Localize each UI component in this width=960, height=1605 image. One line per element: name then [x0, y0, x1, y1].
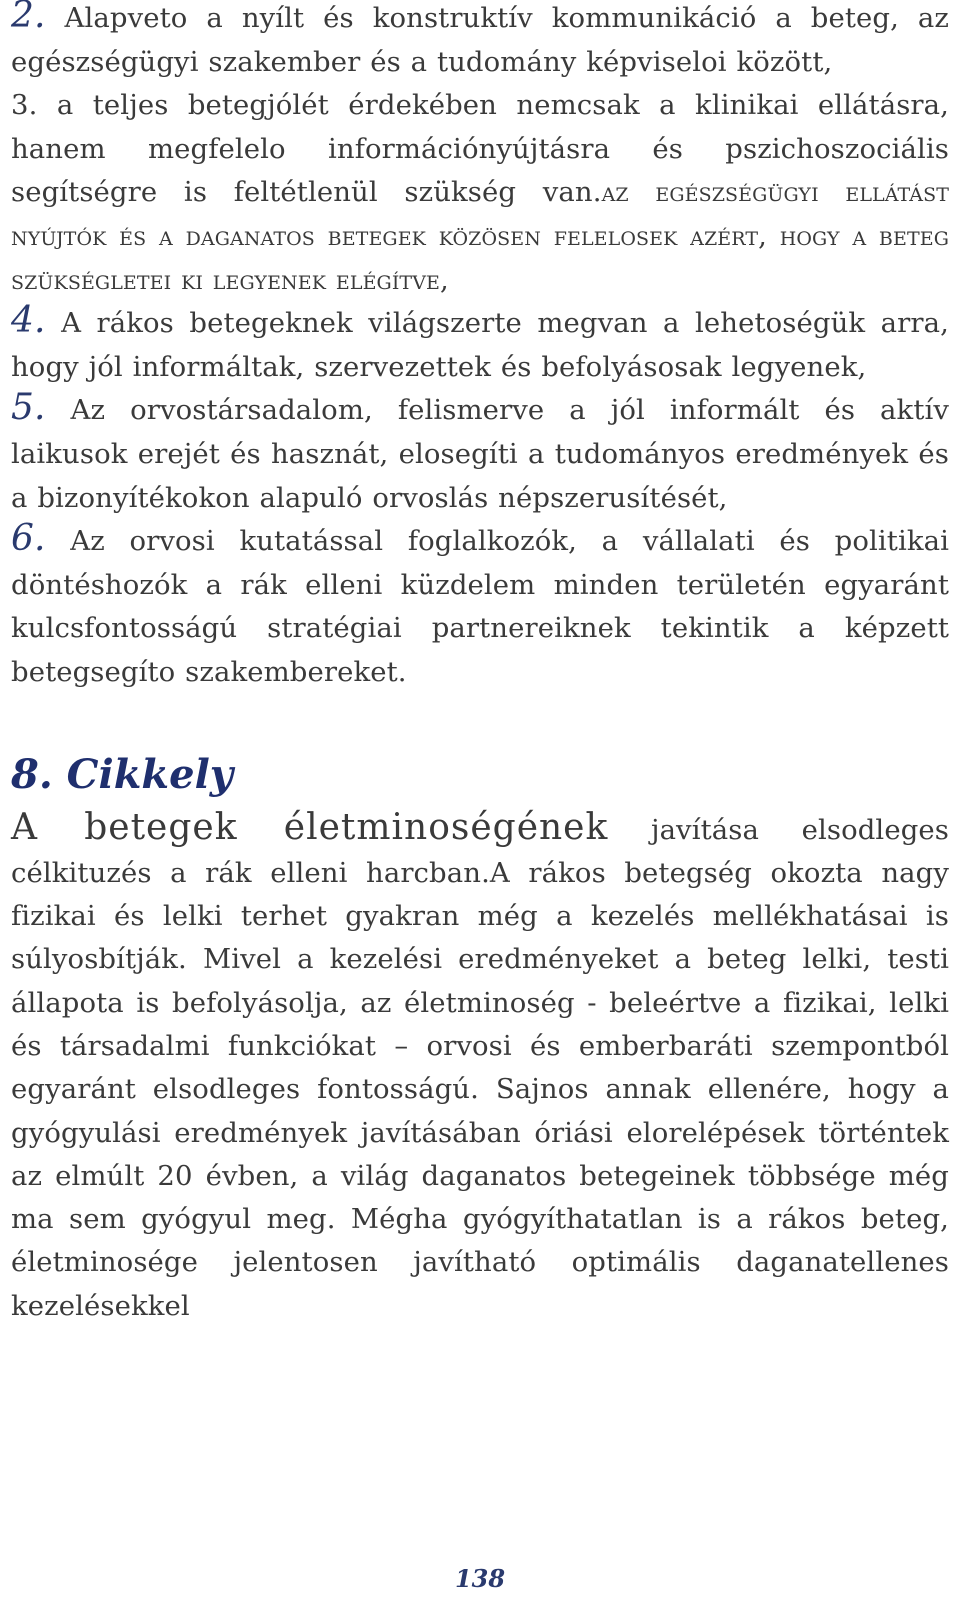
item-number: 4. — [11, 300, 46, 342]
item-text: A rákos betegeknek világszerte megvan a lehetoségük arra, hogy jól informáltak, szervezettek és befolyásosak legyenek, — [11, 307, 949, 383]
item-number: 2. — [11, 0, 46, 36]
section-body — [11, 806, 949, 1329]
page-number: 138 — [454, 1564, 506, 1593]
item-text-smallcaps: az egészségügyi ellátást nyújtók és a daganatos betegek közösen felelosek azért, hogy a beteg szükségletei ki legyenek elégítve, — [11, 176, 949, 296]
list-item-6 — [11, 520, 949, 694]
list-item-3 — [11, 84, 949, 302]
item-number: 5. — [11, 387, 46, 429]
item-text: Az orvosi kutatással foglalkozók, a vállalati és politikai döntéshozók a rák elleni küzdelem minden területén egyaránt kulcsfontosságú stratégiai partnereiknek tekintik a képzett betegsegíto szakembereket. — [11, 525, 950, 688]
section-body-text: javítása elsodleges célkituzés a rák elleni harcban.A rákos betegség okozta nagy fizikai és lelki terhet gyakran még a kezelés mellékhatásai is súlyosbítják. Mivel a kezelési eredményeket a beteg lelki, testi állapota is befolyásolja, az életminoség - beleértve a fizikai, lelki és társadalmi funkciókat – orvosi és emberbaráti szempontból egyaránt elsodleges fontosságú. Sajnos annak ellenére, hogy a gyógyulási eredmények javításában óriási elorelépések történtek az elmúlt 20 évben, a világ daganatos betegeinek többsége még ma sem gyógyul meg. Mégha gyógyíthatatlan is a rákos beteg, életminosége jelentosen javítható optimális daganatellenes kezelésekkel — [11, 813, 949, 1322]
document-page — [11, 0, 949, 1328]
item-text: Az orvostársadalom, felismerve a jól informált és aktív laikusok erejét és hasznát, elosegíti a tudományos eredmények és a bizonyítékokon alapuló orvoslás népszerusítését, — [11, 394, 949, 514]
list-item-4 — [11, 302, 949, 389]
list-item-5 — [11, 389, 949, 520]
item-text: 3. a teljes betegjólét érdekében nemcsak a klinikai ellátásra, hanem megfelelo információnyújtásra és pszichoszociális segítségre is feltétlenül szükség van. — [11, 89, 949, 209]
item-number: 6. — [11, 518, 46, 560]
section-lead: A betegek életminoségének — [11, 806, 609, 848]
section-heading: 8. Cikkely — [11, 750, 234, 798]
list-item-2 — [11, 0, 949, 84]
item-text: Alapveto a nyílt és konstruktív kommunikáció a beteg, az egészségügyi szakember és a tudomány képviseloi között, — [11, 2, 949, 78]
